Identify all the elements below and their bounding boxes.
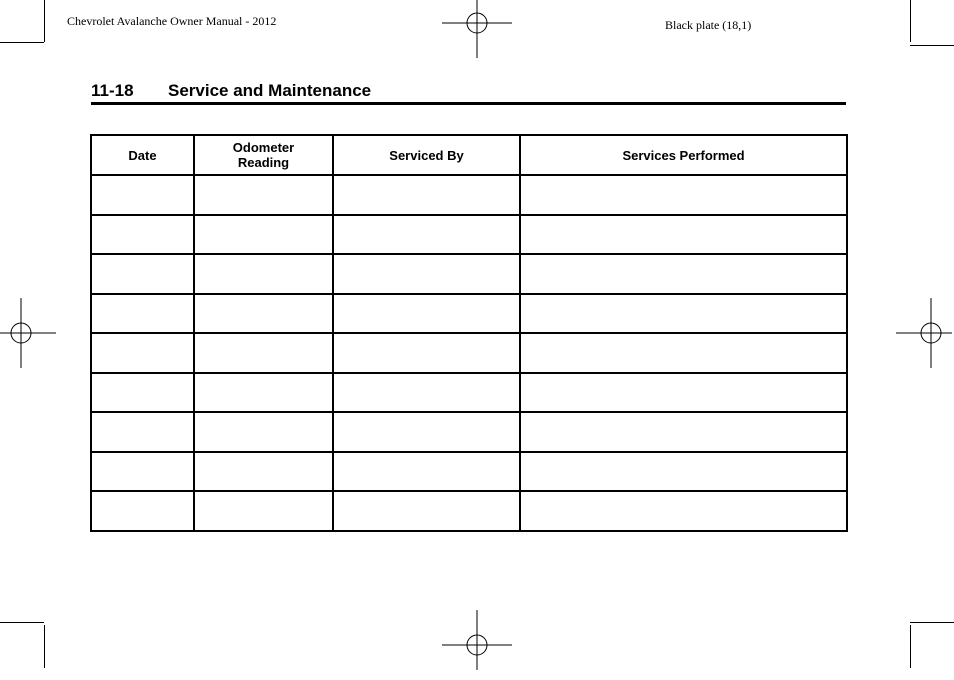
registration-mark-bottom xyxy=(442,610,512,680)
services-performed-cell[interactable] xyxy=(520,175,847,215)
crop-mark-bottom-right-vertical xyxy=(910,625,911,668)
odometer-cell[interactable] xyxy=(194,452,333,492)
odometer-cell[interactable] xyxy=(194,333,333,373)
services-performed-cell[interactable] xyxy=(520,412,847,452)
table-row xyxy=(91,175,847,215)
odometer-cell[interactable] xyxy=(194,491,333,531)
serviced-by-cell[interactable] xyxy=(333,254,520,294)
serviced-by-cell[interactable] xyxy=(333,491,520,531)
table-row xyxy=(91,491,847,531)
document-title: Chevrolet Avalanche Owner Manual - 2012 xyxy=(67,14,277,28)
odometer-cell[interactable] xyxy=(194,294,333,334)
registration-mark-top xyxy=(442,0,512,58)
crop-mark-bottom-right-horizontal xyxy=(910,622,954,623)
column-header-odometer-reading: Odometer Reading xyxy=(194,135,333,175)
date-cell[interactable] xyxy=(91,215,194,255)
serviced-by-cell[interactable] xyxy=(333,452,520,492)
date-cell[interactable] xyxy=(91,254,194,294)
serviced-by-cell[interactable] xyxy=(333,373,520,413)
crop-mark-top-left-vertical xyxy=(44,0,45,42)
table-row xyxy=(91,412,847,452)
serviced-by-cell[interactable] xyxy=(333,175,520,215)
registration-mark-right xyxy=(896,298,954,368)
odometer-cell[interactable] xyxy=(194,175,333,215)
odometer-cell[interactable] xyxy=(194,373,333,413)
date-cell[interactable] xyxy=(91,294,194,334)
table-row xyxy=(91,333,847,373)
services-performed-cell[interactable] xyxy=(520,254,847,294)
odometer-cell[interactable] xyxy=(194,254,333,294)
table-row xyxy=(91,254,847,294)
date-cell[interactable] xyxy=(91,452,194,492)
registration-mark-left xyxy=(0,298,56,368)
column-header-date: Date xyxy=(91,135,194,175)
crop-mark-top-right-horizontal xyxy=(910,45,954,46)
serviced-by-cell[interactable] xyxy=(333,215,520,255)
date-cell[interactable] xyxy=(91,175,194,215)
odometer-cell[interactable] xyxy=(194,412,333,452)
table-row xyxy=(91,294,847,334)
crop-mark-top-right-vertical xyxy=(910,0,911,42)
services-performed-cell[interactable] xyxy=(520,491,847,531)
maintenance-record-table xyxy=(90,134,848,532)
crop-mark-bottom-left-vertical xyxy=(44,625,45,668)
date-cell[interactable] xyxy=(91,333,194,373)
column-header-serviced-by: Serviced By xyxy=(333,135,520,175)
page-number: 11-18 xyxy=(91,81,134,100)
crop-mark-bottom-left-horizontal xyxy=(0,622,44,623)
date-cell[interactable] xyxy=(91,373,194,413)
column-header-services-performed: Services Performed xyxy=(520,135,847,175)
serviced-by-cell[interactable] xyxy=(333,412,520,452)
serviced-by-cell[interactable] xyxy=(333,294,520,334)
serviced-by-cell[interactable] xyxy=(333,333,520,373)
odometer-cell[interactable] xyxy=(194,215,333,255)
table-header-row xyxy=(91,135,847,175)
date-cell[interactable] xyxy=(91,491,194,531)
section-title: Service and Maintenance xyxy=(168,81,372,100)
services-performed-cell[interactable] xyxy=(520,373,847,413)
plate-label: Black plate (18,1) xyxy=(665,18,752,32)
services-performed-cell[interactable] xyxy=(520,294,847,334)
services-performed-cell[interactable] xyxy=(520,452,847,492)
crop-mark-top-left-horizontal xyxy=(0,42,44,43)
table-row xyxy=(91,215,847,255)
table-row xyxy=(91,452,847,492)
date-cell[interactable] xyxy=(91,412,194,452)
services-performed-cell[interactable] xyxy=(520,215,847,255)
services-performed-cell[interactable] xyxy=(520,333,847,373)
table-row xyxy=(91,373,847,413)
section-heading xyxy=(91,80,846,105)
